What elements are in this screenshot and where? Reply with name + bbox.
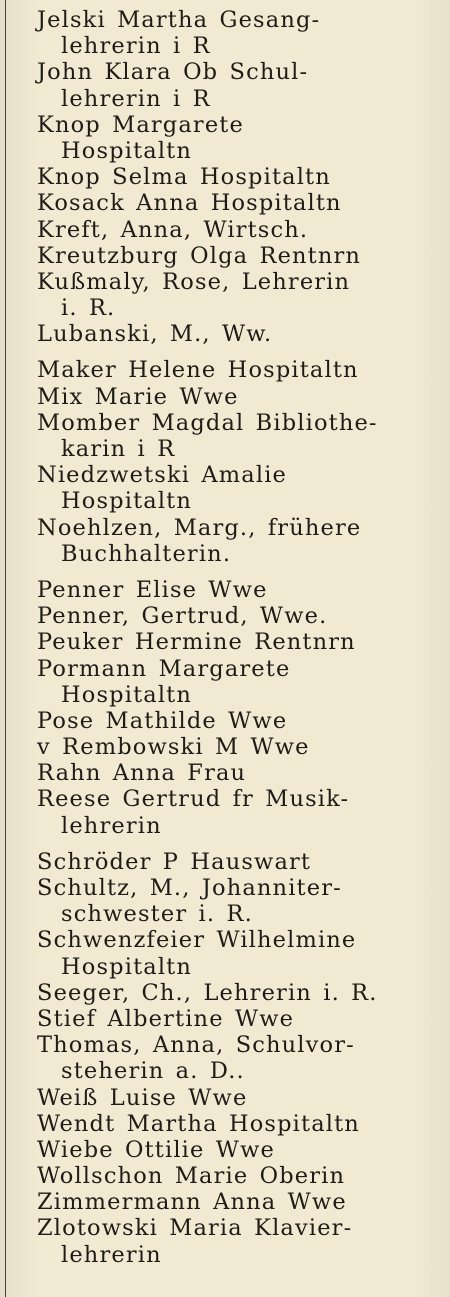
directory-entry [37, 321, 447, 347]
directory-entry [37, 786, 447, 838]
entry-line: Penner Elise Wwe [37, 576, 268, 603]
directory-entry [37, 515, 447, 567]
entry-line: Pose Mathilde Wwe [37, 707, 288, 734]
directory-entry [37, 875, 447, 927]
entry-continuation-line: Hospitaltn [61, 953, 192, 980]
entry-line: Penner, Gertrud, Wwe. [37, 603, 328, 630]
directory-entry [37, 1137, 447, 1163]
entry-line: Kosack Anna Hospitaltn [37, 190, 342, 217]
entry-line: Mix Marie Wwe [37, 383, 239, 410]
section-gap [37, 567, 447, 577]
section-gap [37, 839, 447, 849]
entry-line: Wollschon Marie Oberin [37, 1163, 346, 1190]
directory-entry [37, 927, 447, 979]
entry-line: John Klara Ob Schul- [37, 59, 309, 86]
directory-entry [37, 577, 447, 603]
directory-entry [37, 269, 447, 321]
entry-line: Knop Selma Hospitaltn [37, 164, 331, 191]
column-rule [5, 0, 6, 1297]
entry-continuation-line: i. R. [61, 295, 116, 322]
directory-entry [37, 1032, 447, 1084]
entry-line: Kreutzburg Olga Rentnrn [37, 242, 362, 269]
directory-entry [37, 462, 447, 514]
entry-continuation-line: lehrerin i R [61, 33, 211, 60]
entry-line: Momber Magdal Bibliothe- [37, 409, 378, 436]
entry-continuation-line: lehrerin [61, 812, 162, 839]
directory-entry [37, 1189, 447, 1215]
entry-line: Stief Albertine Wwe [37, 1005, 295, 1032]
directory-entry [37, 357, 447, 383]
entry-line: Maker Helene Hospitaltn [37, 357, 359, 384]
entry-continuation-line: steherin a. D.. [61, 1058, 245, 1085]
entry-line: Lubanski, M., Ww. [37, 321, 273, 348]
entry-continuation-line: Hospitaltn [61, 488, 192, 515]
entry-continuation-line: Hospitaltn [61, 681, 192, 708]
directory-entry [37, 1006, 447, 1032]
directory-entry [37, 980, 447, 1006]
entry-continuation-line: Hospitaltn [61, 137, 192, 164]
entry-continuation-line: Buchhalterin. [61, 540, 232, 567]
entry-line: Noehlzen, Marg., frühere [37, 514, 362, 541]
entry-line: Zlotowski Maria Klavier- [37, 1215, 353, 1242]
directory-entry [37, 656, 447, 708]
directory-entry [37, 164, 447, 190]
entry-line: Knop Margarete [37, 111, 244, 138]
entry-line: Schröder P Hauswart [37, 848, 312, 875]
directory-entry [37, 217, 447, 243]
entry-line: Schwenzfeier Wilhelmine [37, 927, 357, 954]
entry-line: Thomas, Anna, Schulvor- [37, 1032, 355, 1059]
entry-continuation-line: lehrerin i R [61, 85, 211, 112]
entry-line: Zimmermann Anna Wwe [37, 1189, 347, 1216]
entry-line: Seeger, Ch., Lehrerin i. R. [37, 979, 378, 1006]
directory-entry [37, 734, 447, 760]
directory-entry [37, 849, 447, 875]
entry-line: Jelski Martha Gesang- [37, 7, 321, 33]
directory-entry [37, 7, 447, 59]
directory-entries [37, 7, 447, 1268]
entry-line: Rahn Anna Frau [37, 760, 247, 787]
entry-line: Schultz, M., Johanniter- [37, 875, 342, 901]
entry-line: Weiß Luise Wwe [37, 1084, 248, 1111]
directory-entry [37, 603, 447, 629]
entry-line: Reese Gertrud fr Musik- [37, 786, 350, 813]
directory-entry [37, 190, 447, 216]
directory-entry [37, 1215, 447, 1267]
directory-entry [37, 384, 447, 410]
entry-line: Wiebe Ottilie Wwe [37, 1136, 275, 1163]
directory-entry [37, 760, 447, 786]
directory-entry [37, 410, 447, 462]
directory-entry [37, 59, 447, 111]
entry-continuation-line: lehrerin [61, 1241, 162, 1268]
entry-line: Wendt Martha Hospitaltn [37, 1110, 360, 1137]
directory-entry [37, 112, 447, 164]
entry-line: Pormann Margarete [37, 655, 291, 682]
entry-line: Kußmaly, Rose, Lehrerin [37, 268, 351, 295]
directory-entry [37, 1111, 447, 1137]
entry-line: Peuker Hermine Rentnrn [37, 629, 356, 656]
directory-entry [37, 243, 447, 269]
entry-continuation-line: schwester i. R. [61, 901, 253, 928]
directory-entry [37, 708, 447, 734]
entry-line: Niedzwetski Amalie [37, 462, 288, 489]
entry-line: v Rembowski M Wwe [37, 734, 310, 761]
entry-continuation-line: karin i R [61, 436, 176, 462]
directory-entry [37, 629, 447, 655]
section-gap [37, 347, 447, 357]
entry-line: Kreft, Anna, Wirtsch. [37, 216, 309, 243]
directory-entry [37, 1163, 447, 1189]
directory-entry [37, 1085, 447, 1111]
